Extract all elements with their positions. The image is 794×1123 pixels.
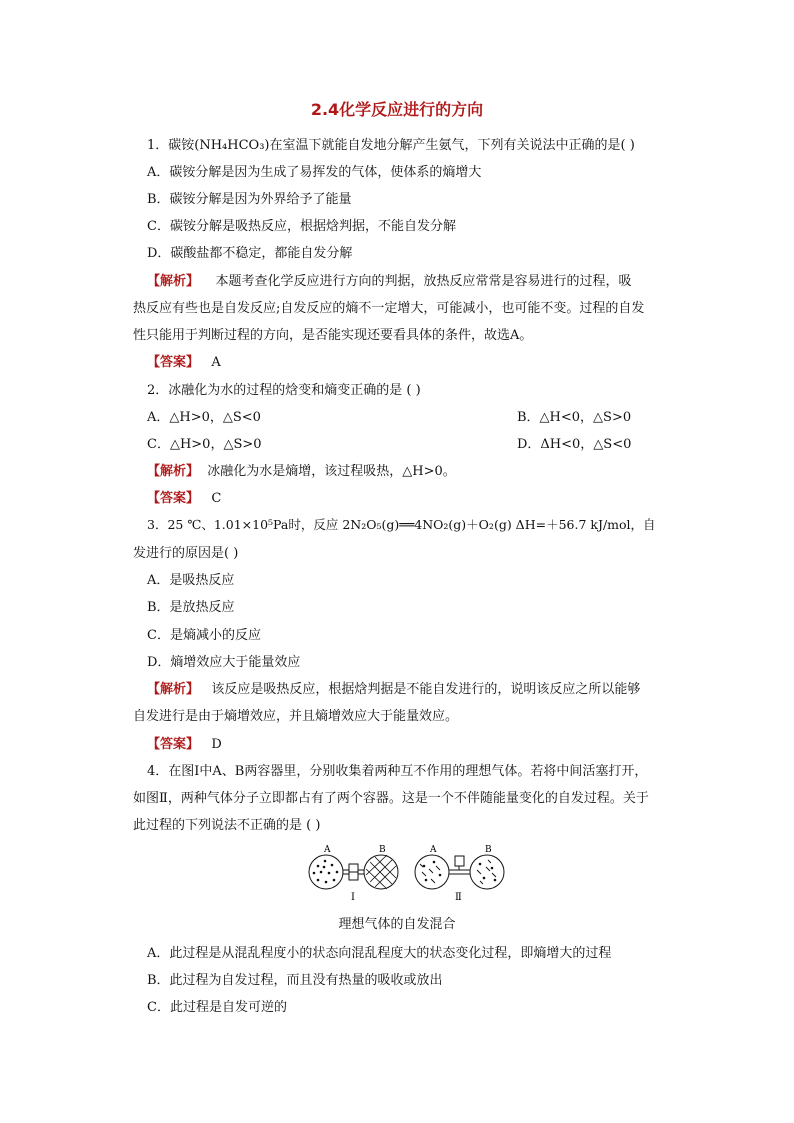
question-1-option-b: B．碳铵分解是因为外界给予了能量 bbox=[147, 192, 352, 207]
question-4-option-c: C．此过程是自发可逆的 bbox=[147, 1000, 287, 1015]
question-2-stem: 2．冰融化为水的过程的焓变和熵变正确的是 ( ) bbox=[147, 383, 421, 398]
question-4-stem-line-1: 4．在图Ⅰ中A、B两容器里，分别收集着两种互不作用的理想气体。若将中间活塞打开， bbox=[147, 764, 648, 779]
question-2-option-a: A．△H>0，△S<0 bbox=[147, 410, 261, 425]
question-1-stem: 1．碳铵(NH₄HCO₃)在室温下就能自发地分解产生氨气，下列有关说法中正确的是( ) bbox=[147, 138, 635, 153]
analysis-text: 该反应是吸热反应，根据焓判据是不能自发进行的，说明该反应之所以能够 bbox=[211, 682, 641, 697]
question-3-stem-line-1: 3．25 ℃、1.01×10⁵Pa时，反应 2N₂O₅(g)══4NO₂(g)＋O₂(g) ΔH=＋56.7 kJ/mol，自 bbox=[147, 517, 656, 532]
answer-value: D bbox=[211, 737, 222, 752]
question-3-option-a: A．是吸热反应 bbox=[147, 573, 235, 588]
question-3-answer bbox=[147, 733, 222, 752]
figure-1-label-b: B bbox=[379, 845, 386, 855]
question-1-option-d: D．碳酸盐都不稳定，都能自发分解 bbox=[147, 246, 353, 261]
question-1-answer bbox=[147, 351, 221, 370]
question-4-stem-line-3: 此过程的下列说法不正确的是 ( ) bbox=[133, 818, 321, 833]
question-2-options-row-1 bbox=[147, 406, 632, 425]
question-1-analysis-line-2: 热反应有些也是自发反应;自发反应的熵不一定增大，可能减小，也可能不变。过程的自发 bbox=[133, 301, 645, 316]
figure-caption: 理想气体的自发混合 bbox=[338, 917, 456, 932]
answer-label: 【答案】 bbox=[147, 491, 200, 506]
question-3-option-b: B．是放热反应 bbox=[147, 600, 235, 615]
answer-label: 【答案】 bbox=[147, 737, 200, 752]
question-1-option-a: A．碳铵分解是因为生成了易挥发的气体，使体系的熵增大 bbox=[147, 165, 482, 180]
question-2-analysis bbox=[147, 460, 456, 479]
analysis-label: 【解析】 bbox=[147, 464, 200, 479]
figure-2-number: Ⅱ bbox=[455, 892, 462, 902]
question-4-option-a: A．此过程是从混乱程度小的状态向混乱程度大的状态变化过程，即熵增大的过程 bbox=[147, 946, 612, 961]
figure-1-valve bbox=[343, 864, 364, 880]
page-title: 2.4化学反应进行的方向 bbox=[310, 100, 484, 119]
figure-1-number: Ⅰ bbox=[351, 892, 355, 902]
question-2-option-c: C．△H>0，△S>0 bbox=[147, 437, 262, 452]
figure-1-container-b bbox=[364, 855, 398, 889]
question-2-option-b: B．△H<0，△S>0 bbox=[517, 410, 632, 425]
figure-1-label-a: A bbox=[324, 845, 331, 855]
question-3-analysis-line-1 bbox=[147, 678, 640, 697]
figure-2-label-a: A bbox=[430, 845, 437, 855]
question-4-option-b: B．此过程为自发过程，而且没有热量的吸收或放出 bbox=[147, 973, 443, 988]
question-1-option-c: C．碳铵分解是吸热反应，根据焓判据，不能自发分解 bbox=[147, 219, 456, 234]
answer-value: C bbox=[211, 491, 222, 506]
question-4-stem-line-2: 如图Ⅱ，两种气体分子立即都占有了两个容器。这是一个不伴随能量变化的自发过程。关于 bbox=[133, 791, 649, 806]
gas-mixing-figure bbox=[300, 842, 510, 902]
question-2-option-d: D．ΔH<0，△S<0 bbox=[517, 437, 632, 452]
question-1-analysis-line-1 bbox=[147, 270, 632, 289]
question-1-analysis-line-3: 性只能用于判断过程的方向，是否能实现还要看具体的条件，故选A。 bbox=[133, 328, 533, 343]
analysis-text: 本题考查化学反应进行方向的判据，放热反应常常是容易进行的过程，吸 bbox=[215, 274, 632, 289]
answer-label: 【答案】 bbox=[147, 355, 200, 370]
analysis-label: 【解析】 bbox=[147, 274, 200, 289]
figure-2-container-a bbox=[415, 855, 449, 889]
question-2-answer bbox=[147, 487, 221, 506]
question-2-options-row-2 bbox=[147, 433, 632, 452]
question-3-stem-line-2: 发进行的原因是( ) bbox=[133, 546, 239, 561]
figure-2-valve bbox=[449, 856, 470, 874]
question-3-option-d: D．熵增效应大于能量效应 bbox=[147, 655, 301, 670]
question-3-analysis-line-2: 自发进行是由于熵增效应，并且熵增效应大于能量效应。 bbox=[133, 709, 459, 724]
figure-2-label-b: B bbox=[485, 845, 492, 855]
analysis-text: 冰融化为水是熵增，该过程吸热，△H>0。 bbox=[207, 464, 456, 479]
question-3-option-c: C．是熵减小的反应 bbox=[147, 628, 261, 643]
figure-2-container-b bbox=[470, 855, 504, 889]
analysis-label: 【解析】 bbox=[147, 682, 200, 697]
answer-value: A bbox=[211, 355, 221, 370]
figure-1-container-a bbox=[309, 855, 343, 889]
